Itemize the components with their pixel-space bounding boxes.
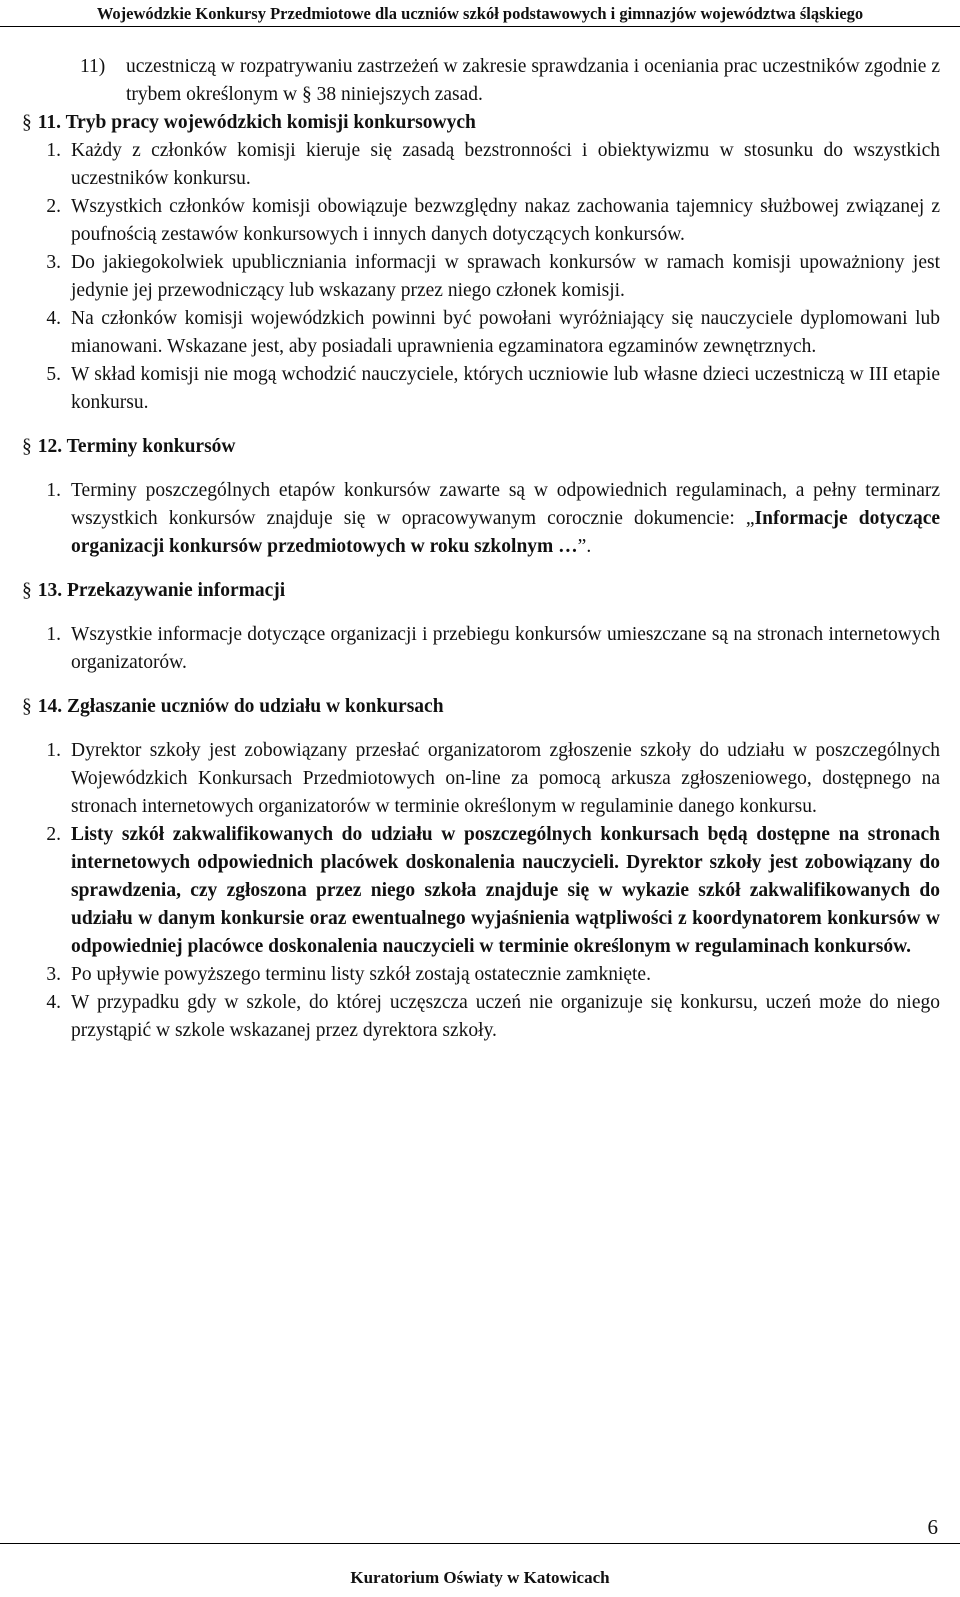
section-title: 14. Zgłaszanie uczniów do udziału w konkursach <box>37 696 444 717</box>
section-heading-11 <box>22 109 940 137</box>
item-text: uczestniczą w rozpatrywaniu zastrzeżeń w zakresie sprawdzania i oceniania prac uczestników zgodnie z trybem określonym w § 38 niniejszych zasad. <box>126 56 940 105</box>
item-text: Do jakiegokolwiek upubliczniania informacji w sprawach konkursów w ramach komisji upoważniony jest jedynie jej przewodniczący lub wskazany przez niego członek komisji. <box>71 252 940 301</box>
list-item <box>22 737 940 821</box>
list-item <box>22 961 940 989</box>
item-text-a: Terminy poszczególnych etapów konkursów zawarte są w odpowiednich regulaminach, a pełny terminarz wszystkich konkursów znajduje się w opracowywanym corocznie dokumencie: „ <box>71 480 940 529</box>
item-text: W przypadku gdy w szkole, do której uczęszcza uczeń nie organizuje się konkursu, uczeń może do niego przystąpić w szkole wskazanej przez dyrektora szkoły. <box>71 992 940 1041</box>
list-item <box>22 989 940 1045</box>
item-number: 1. <box>46 740 61 761</box>
section-sign: § <box>22 436 32 457</box>
item-text: Wszystkich członków komisji obowiązuje bezwzględny nakaz zachowania tajemnicy służbowej związanej z poufnością zestawów konkursowych i innych danych dotyczących konkursów. <box>71 196 940 245</box>
item-text: Po upływie powyższego terminu listy szkół zostają ostatecznie zamknięte. <box>71 964 651 985</box>
item-number: 4. <box>46 308 61 329</box>
item-number: 3. <box>46 252 61 273</box>
list-item <box>22 361 940 417</box>
item-number: 3. <box>46 964 61 985</box>
document-body <box>22 53 940 1045</box>
item-text: Wszystkie informacje dotyczące organizacji i przebiegu konkursów umieszczane są na stronach internetowych organizatorów. <box>71 624 940 673</box>
section-title: 13. Przekazywanie informacji <box>37 580 286 601</box>
item-text: Na członków komisji wojewódzkich powinni być powołani wyróżniający się nauczyciele dyplomowani lub mianowani. Wskazane jest, aby posiadali uprawnienia egzaminatora egzaminów zewnętrznych. <box>71 308 940 357</box>
item-text: Listy szkół zakwalifikowanych do udziału w poszczególnych konkursach będą dostępne na stronach internetowych odpowiednich placówek doskonalenia nauczycieli. Dyrektor szkoły jest zobowiązany do sprawdzenia, czy zgłoszona przez niego szkoła znajduje się w wykazie szkół zakwalifikowanych do udziału w danym konkursie oraz ewentualnego wyjaśnienia wątpliwości z koordynatorem konkursów w odpowiedniej placówce doskonalenia nauczycieli w terminie określonym w regulaminach konkursów. <box>71 824 940 957</box>
item-text: W skład komisji nie mogą wchodzić nauczyciele, których uczniowie lub własne dzieci uczestniczą w III etapie konkursu. <box>71 364 940 413</box>
section-heading-14 <box>22 693 940 721</box>
page-number: 6 <box>927 1515 938 1539</box>
section-heading-12 <box>22 433 940 461</box>
running-header: Wojewódzkie Konkursy Przedmiotowe dla uczniów szkół podstawowych i gimnazjów województwa śląskiego <box>0 2 960 27</box>
section-sign: § <box>22 112 32 133</box>
item-number: 1. <box>46 480 61 501</box>
list-item <box>22 621 940 677</box>
section-heading-13 <box>22 577 940 605</box>
item-text: Dyrektor szkoły jest zobowiązany przesłać organizatorom zgłoszenie szkoły do udziału w poszczególnych Wojewódzkich Konkursach Przedmiotowych on-line za pomocą arkusza zgłoszeniowego, dostępnego na stronach internetowych organizatorów w terminie określonym w regulaminie danego konkursu. <box>71 740 940 817</box>
item-number: 2. <box>46 196 61 217</box>
item-text <box>61 477 940 561</box>
item-number: 1. <box>46 624 61 645</box>
item-number: 2. <box>46 824 61 845</box>
section-title: 11. Tryb pracy wojewódzkich komisji konkursowych <box>37 112 476 133</box>
section-title: 12. Terminy konkursów <box>37 436 236 457</box>
list-item <box>22 53 940 109</box>
section-sign: § <box>22 580 32 601</box>
item-number: 1. <box>46 140 61 161</box>
footer-organization: Kuratorium Oświaty w Katowicach <box>350 1568 610 1587</box>
list-item <box>22 477 940 561</box>
footer-divider <box>0 1543 960 1544</box>
document-title-reference: Informacje dotyczące organizacji konkursów przedmiotowych w roku szkolnym … <box>71 508 941 557</box>
list-item <box>22 305 940 361</box>
list-item <box>22 249 940 305</box>
item-number: 5. <box>46 364 61 385</box>
item-number: 11) <box>80 56 106 77</box>
list-item <box>22 137 940 193</box>
item-text-b: ”. <box>577 536 592 557</box>
item-number: 4. <box>46 992 61 1013</box>
list-item <box>22 821 940 961</box>
item-text: Każdy z członków komisji kieruje się zasadą bezstronności i obiektywizmu w stosunku do wszystkich uczestników konkursu. <box>71 140 940 189</box>
list-item <box>22 193 940 249</box>
section-sign: § <box>22 696 32 717</box>
